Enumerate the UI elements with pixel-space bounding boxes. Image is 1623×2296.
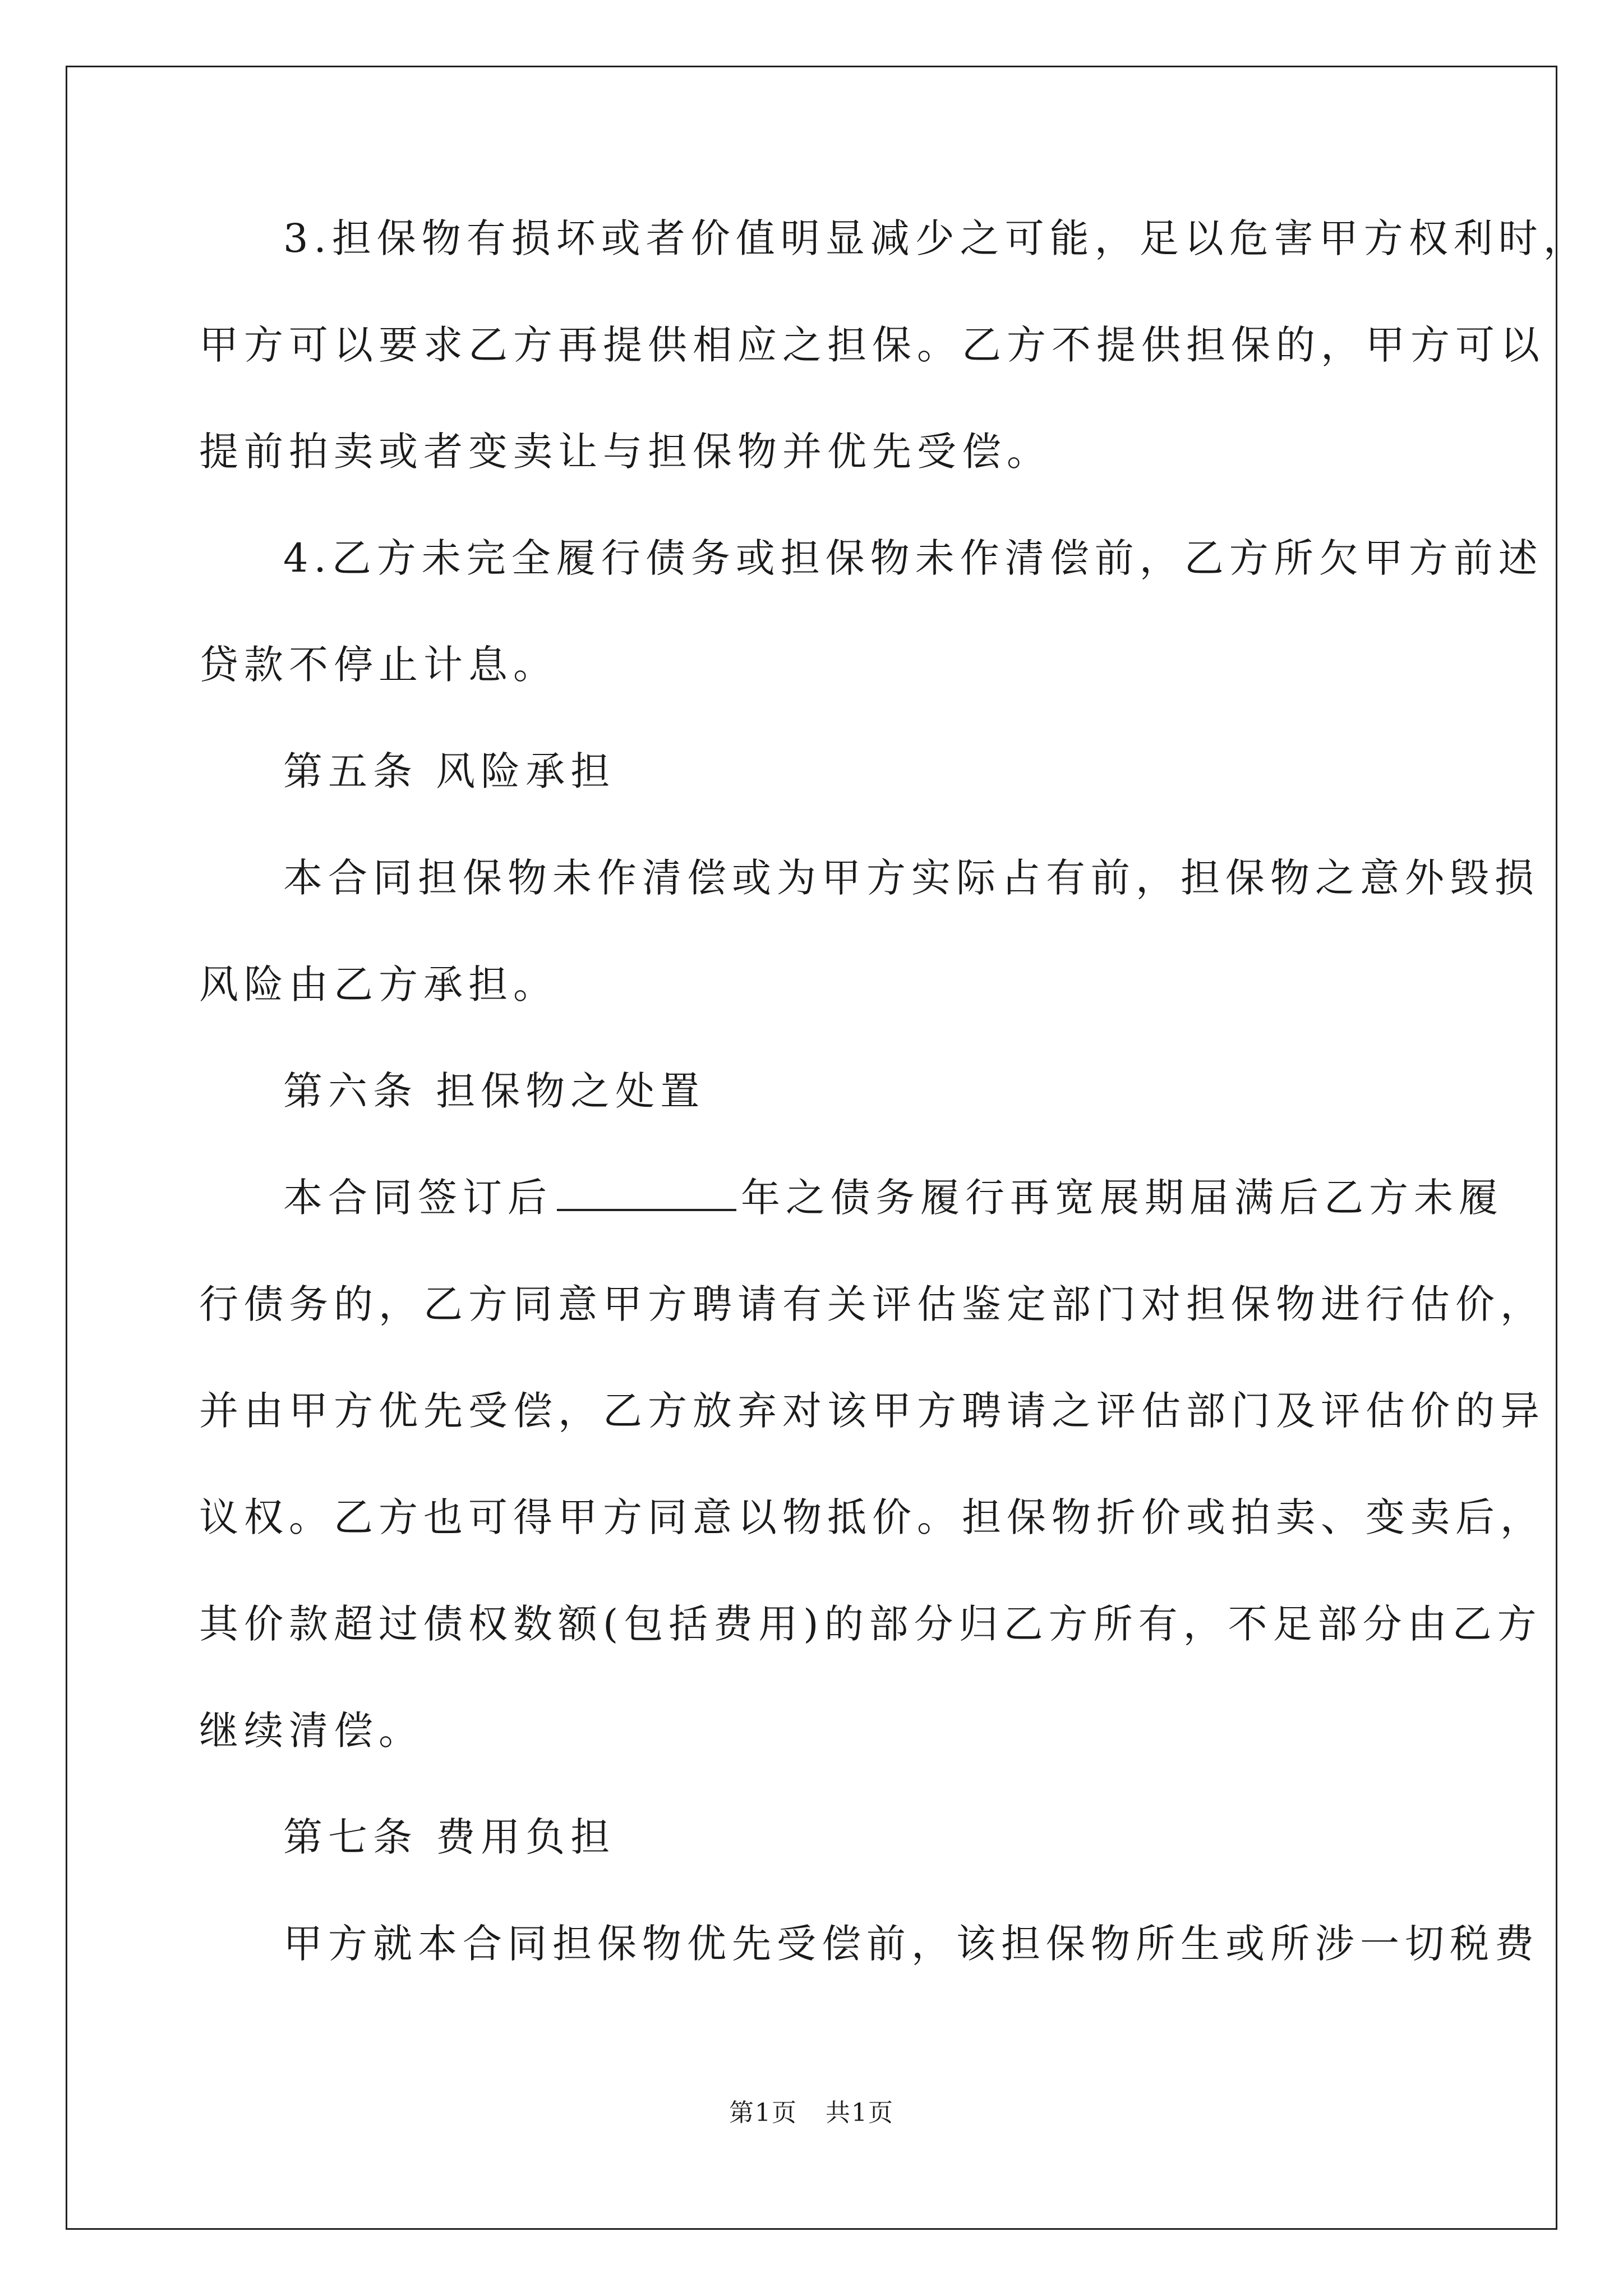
document-body	[199, 213, 1588, 2025]
paragraph-line: 继续清偿。	[199, 1708, 423, 1754]
line-text-after-blank: 年之债务履行再宽展期届满后乙方未履	[741, 1175, 1504, 1221]
page-footer	[0, 2092, 1623, 2128]
paragraph-line: 3.担保物有损坏或者价值明显减少之可能，足以危害甲方权利时，	[283, 215, 1588, 261]
paragraph-line: 甲方可以要求乙方再提供相应之担保。乙方不提供担保的，甲方可以	[199, 322, 1545, 368]
paragraph-line: 提前拍卖或者变卖让与担保物并优先受偿。	[199, 429, 1052, 475]
paragraph-line-with-blank	[199, 1172, 1504, 1279]
page-total: 共1页	[826, 2099, 894, 2127]
paragraph-line: 并由甲方优先受偿，乙方放弃对该甲方聘请之评估部门及评估价的异	[199, 1388, 1545, 1434]
line-text-before-blank: 本合同签订后	[283, 1175, 552, 1221]
paragraph-line: 甲方就本合同担保物优先受偿前，该担保物所生或所涉一切税费	[283, 1921, 1539, 1967]
section-heading: 第七条 费用负担	[283, 1814, 616, 1860]
paragraph-line: 其价款超过债权数额(包括费用)的部分归乙方所有，不足部分由乙方	[199, 1601, 1542, 1647]
page-number: 第1页	[729, 2099, 797, 2127]
paragraph-line: 议权。乙方也可得甲方同意以物抵价。担保物折价或拍卖、变卖后，	[199, 1494, 1545, 1540]
paragraph-line: 行债务的，乙方同意甲方聘请有关评估鉴定部门对担保物进行估价，	[199, 1281, 1545, 1327]
paragraph-line: 风险由乙方承担。	[199, 961, 558, 1007]
section-heading: 第六条 担保物之处置	[283, 1068, 706, 1114]
paragraph-line: 4.乙方未完全履行债务或担保物未作清偿前，乙方所欠甲方前述	[283, 535, 1543, 581]
section-heading: 第五条 风险承担	[283, 748, 616, 794]
fill-in-blank	[557, 1175, 736, 1211]
paragraph-line: 贷款不停止计息。	[199, 642, 558, 688]
paragraph-line: 本合同担保物未作清偿或为甲方实际占有前，担保物之意外毁损	[283, 855, 1539, 901]
